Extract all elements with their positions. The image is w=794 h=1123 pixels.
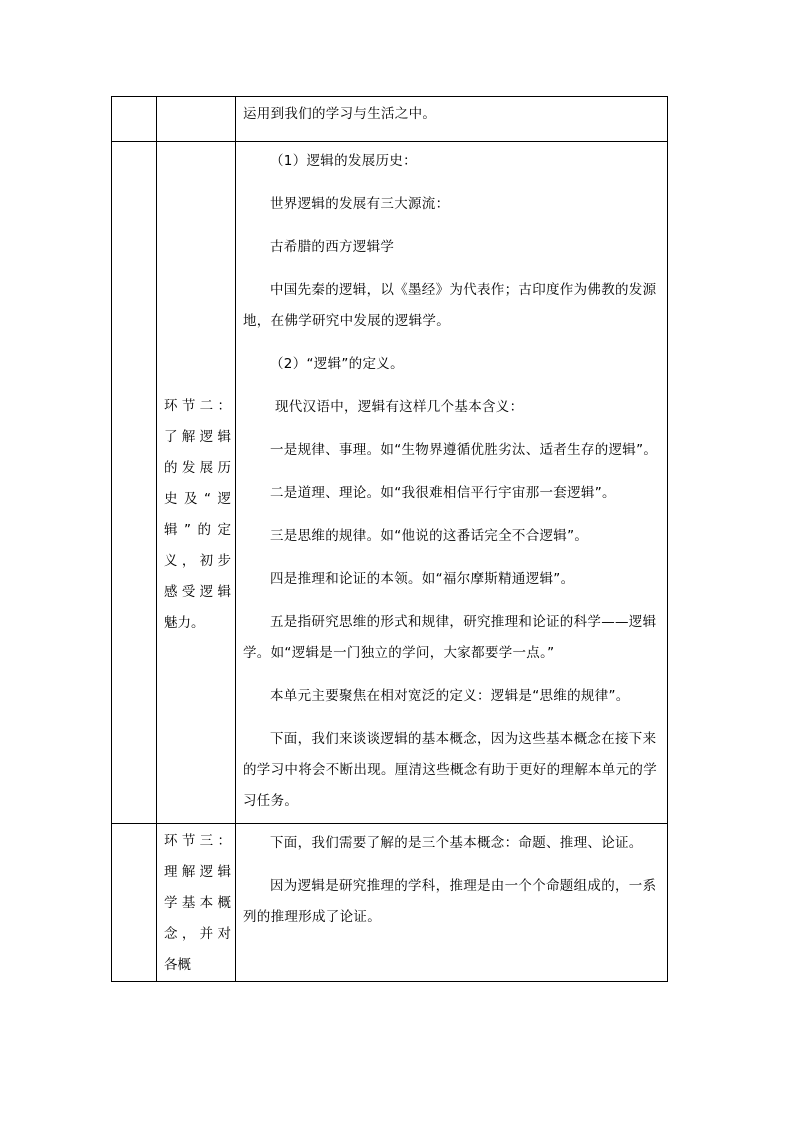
paragraph: 中国先秦的逻辑，以《墨经》为代表作；古印度作为佛教的发源地，在佛学研究中发展的逻辑学。: [243, 282, 657, 329]
row-number-cell: [112, 142, 157, 824]
row-number-cell: [112, 824, 157, 982]
paragraph: 五是指研究思维的形式和规律，研究推理和论证的科学——逻辑学。如“逻辑是一门独立的学问，大家都要学一点。”: [243, 614, 657, 661]
paragraph: 现代汉语中，逻辑有这样几个基本含义：: [275, 399, 524, 415]
stage-title: 环节三：理解逻辑学基本概念，并对各概: [164, 833, 231, 973]
paragraph: 运用到我们的学习与生活之中。: [243, 106, 437, 122]
paragraph: 四是推理和论证的本领。如“福尔摩斯精通逻辑”。: [270, 571, 575, 587]
paragraph: 世界逻辑的发展有三大源流：: [270, 196, 450, 212]
content-cell: [236, 824, 668, 982]
table-row: [112, 824, 668, 982]
paragraph: （2）“逻辑”的定义。: [270, 356, 404, 372]
content-cell: [236, 97, 668, 142]
stage-title: 环节二：了解逻辑的发展历史及“逻辑”的定义，初步感受逻辑魅力。: [164, 398, 231, 631]
paragraph: 古希腊的西方逻辑学: [270, 239, 395, 255]
paragraph: 下面，我们来谈谈逻辑的基本概念，因为这些基本概念在接下来的学习中将会不断出现。厘清这些概念有助于更好的理解本单元的学习任务。: [243, 731, 657, 809]
paragraph: 下面，我们需要了解的是三个基本概念：命题、推理、论证。: [270, 835, 643, 851]
paragraph: 三是思维的规律。如“他说的这番话完全不合逻辑”。: [270, 528, 589, 544]
paragraph: 本单元主要聚焦在相对宽泛的定义：逻辑是“思维的规律”。: [270, 688, 630, 704]
stage-cell: [157, 142, 236, 824]
content-cell: [236, 142, 668, 824]
paragraph: 二是道理、理论。如“我很难相信平行宇宙那一套逻辑”。: [270, 485, 616, 501]
paragraph: 一是规律、事理。如“生物界遵循优胜劣汰、适者生存的逻辑”。: [270, 442, 658, 458]
stage-cell: [157, 97, 236, 142]
stage-cell: [157, 824, 236, 982]
lesson-plan-table: [111, 96, 668, 982]
table-row: [112, 142, 668, 824]
paragraph: （1）逻辑的发展历史：: [270, 153, 417, 169]
row-number-cell: [112, 97, 157, 142]
paragraph: 因为逻辑是研究推理的学科，推理是由一个个命题组成的，一系列的推理形成了论证。: [243, 878, 657, 925]
table-row: [112, 97, 668, 142]
